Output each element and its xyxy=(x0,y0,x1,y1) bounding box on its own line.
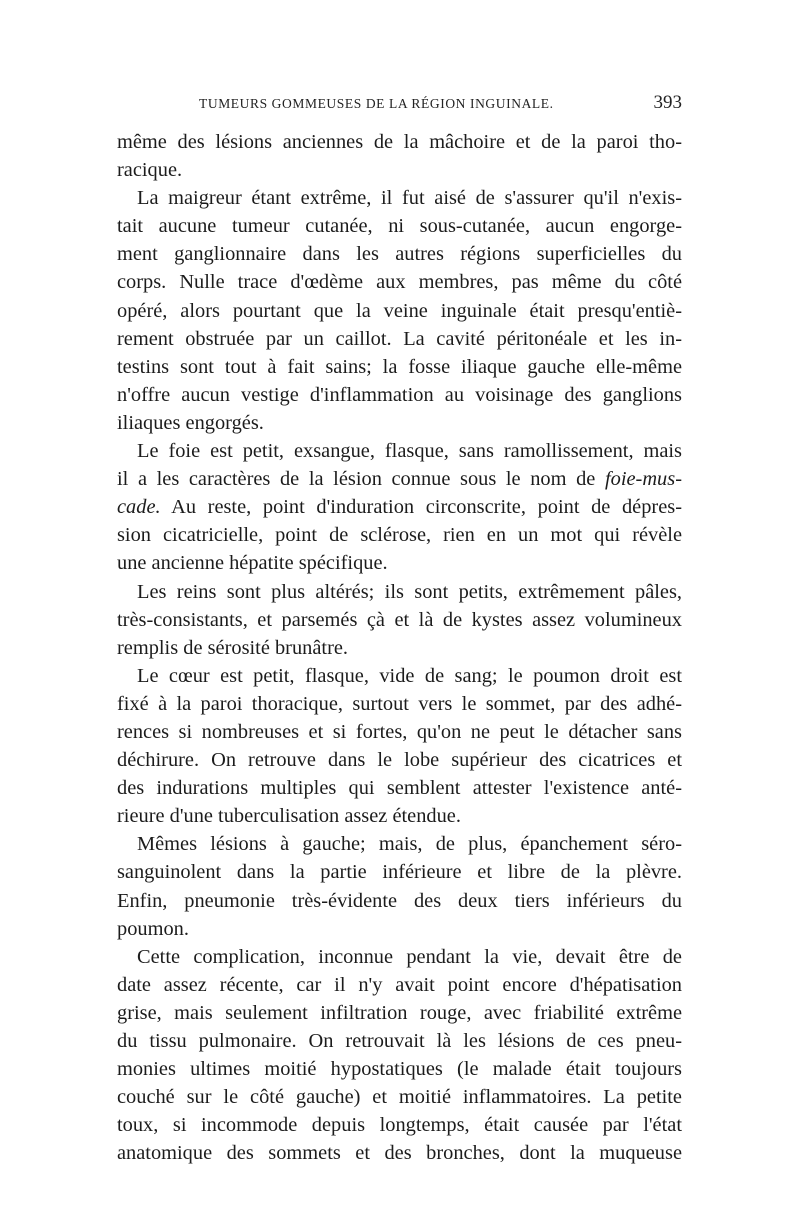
text-line: ment ganglionnaire dans les autres régions superficielles du xyxy=(117,243,682,266)
text-line: une ancienne hépatite spécifique. xyxy=(117,552,388,575)
paragraph-start-line: Les reins sont plus altérés; ils sont petits, extrêmement pâles, xyxy=(137,580,682,603)
text-line: tait aucune tumeur cutanée, ni sous-cutanée, aucun engorge- xyxy=(117,215,682,238)
text-line: très-consistants, et parsemés çà et là de kystes assez volumineux xyxy=(117,608,682,631)
text-line: des indurations multiples qui semblent attester l'existence anté- xyxy=(117,777,682,800)
text-line: date assez récente, car il n'y avait point encore d'hépatisation xyxy=(117,973,682,996)
text-line: iliaques engorgés. xyxy=(117,411,264,434)
paragraph-start-line: La maigreur étant extrême, il fut aisé de s'assurer qu'il n'exis- xyxy=(137,187,682,210)
running-title: TUMEURS GOMMEUSES DE LA RÉGION INGUINALE. xyxy=(199,96,554,111)
paragraph-start-line: Cette complication, inconnue pendant la vie, devait être de xyxy=(137,945,682,968)
text-line: n'offre aucun vestige d'inflammation au voisinage des ganglions xyxy=(117,383,682,406)
text-line: fixé à la paroi thoracique, surtout vers le sommet, par des adhé- xyxy=(117,692,682,715)
text-line: rement obstruée par un caillot. La cavité péritonéale et les in- xyxy=(117,327,682,350)
page-number: 393 xyxy=(653,92,682,113)
text-line: corps. Nulle trace d'œdème aux membres, pas même du côté xyxy=(117,271,682,294)
text-line: couché sur le côté gauche) et moitié inflammatoires. La petite xyxy=(117,1086,682,1109)
text-line xyxy=(117,493,682,521)
italic-term: foie-mus- xyxy=(604,468,682,491)
text-line: poumon. xyxy=(117,917,189,940)
text-segment: Au reste, point d'induration circonscrite, point de dépres- xyxy=(171,496,682,519)
text-line: du tissu pulmonaire. On retrouvait là les lésions de ces pneu- xyxy=(117,1030,682,1052)
paragraph-start-line: Mêmes lésions à gauche; mais, de plus, épanchement séro- xyxy=(137,833,682,856)
text-line: même des lésions anciennes de la mâchoire et de la paroi tho- xyxy=(117,131,682,153)
text-line: Enfin, pneumonie très-évidente des deux tiers inférieurs du xyxy=(117,889,682,912)
paragraph-start-line: Le cœur est petit, flasque, vide de sang; le poumon droit est xyxy=(137,664,682,687)
italic-term: cade. xyxy=(117,496,161,519)
text-line: opéré, alors pourtant que la veine inguinale était presqu'entiè- xyxy=(117,299,682,322)
text-line: rieure d'une tuberculisation assez étendue. xyxy=(117,805,461,828)
text-line: rences si nombreuses et si fortes, qu'on ne peut le détacher sans xyxy=(117,720,682,743)
text-line xyxy=(117,465,682,493)
text-line: remplis de sérosité brunâtre. xyxy=(117,636,349,659)
body-text xyxy=(117,128,682,1167)
text-line: sanguinolent dans la partie inférieure et libre de la plèvre. xyxy=(117,861,682,884)
text-line: anatomique des sommets et des bronches, dont la muqueuse xyxy=(117,1142,682,1165)
page-header xyxy=(117,92,682,118)
text-line: déchirure. On retrouve dans le lobe supérieur des cicatrices et xyxy=(117,749,682,772)
text-line: toux, si incommode depuis longtemps, était causée par l'état xyxy=(117,1114,682,1137)
text-line: sion cicatricielle, point de sclérose, rien en un mot qui révèle xyxy=(117,524,682,547)
paragraph-start-line: Le foie est petit, exsangue, flasque, sans ramollissement, mais xyxy=(137,440,682,463)
text-line: monies ultimes moitié hypostatiques (le malade était toujours xyxy=(117,1058,682,1081)
text-line: grise, mais seulement infiltration rouge, avec friabilité extrême xyxy=(117,1001,682,1024)
text-line: racique. xyxy=(117,159,183,182)
text-line: testins sont tout à fait sains; la fosse iliaque gauche elle-même xyxy=(117,355,682,378)
text-segment: il a les caractères de la lésion connue sous le nom de xyxy=(117,468,596,491)
